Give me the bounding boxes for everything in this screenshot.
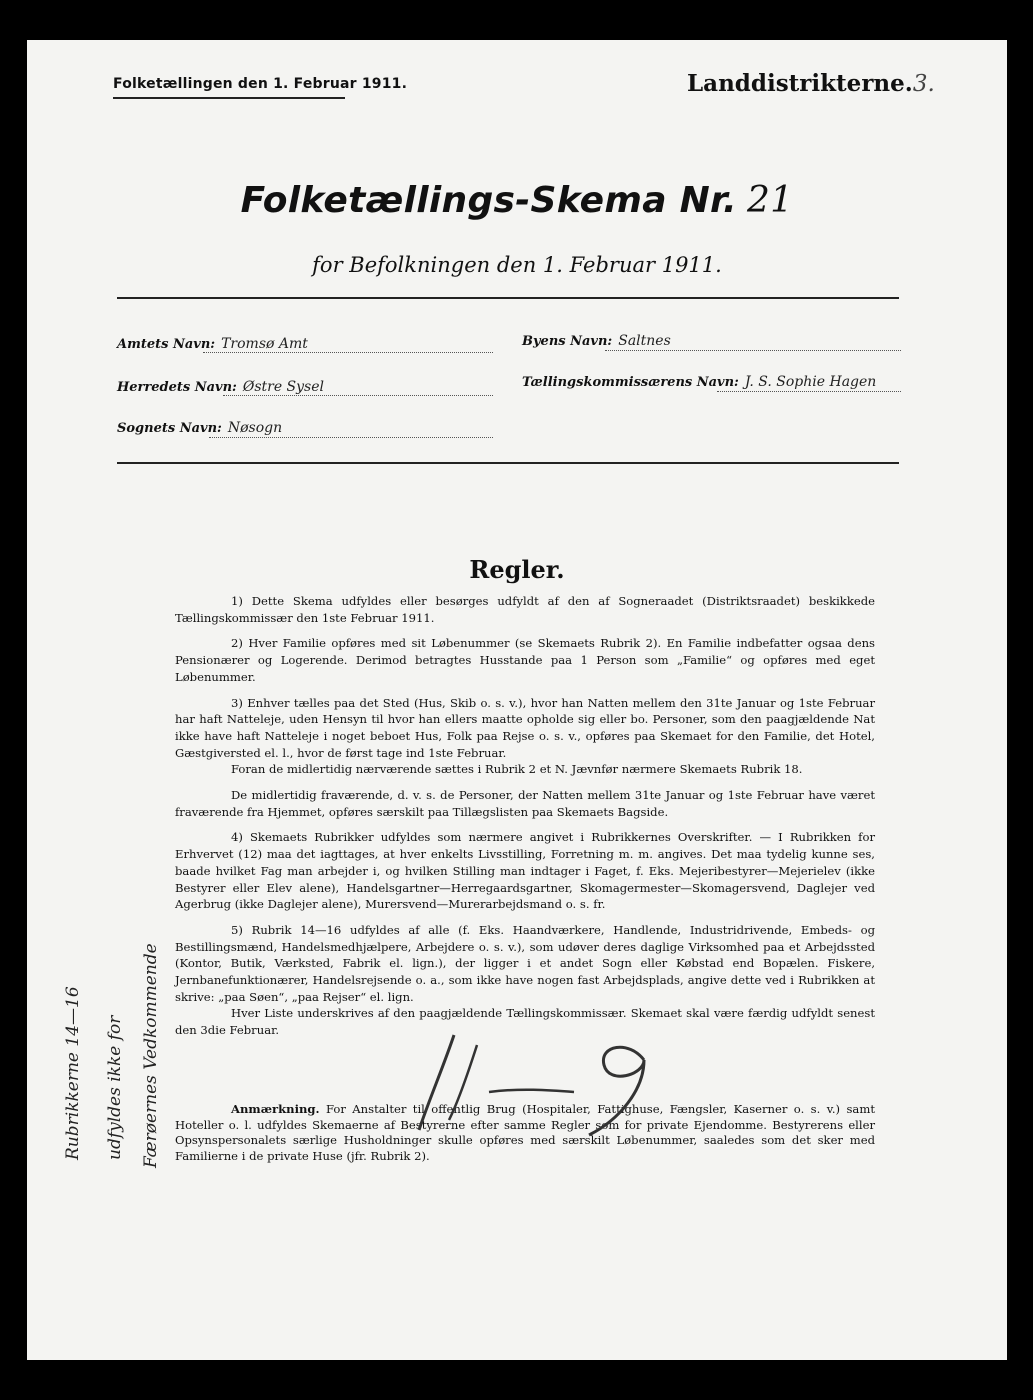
sogn-dotted-line	[209, 436, 493, 438]
herred-field	[117, 379, 324, 395]
amt-label: Amtets Navn:	[117, 337, 216, 352]
amt-field	[117, 336, 308, 352]
rule-3: 3) Enhver tælles paa det Sted (Hus, Skib o. s. v.), hvor han Natten mellem den 31te Januar og 1ste Februar har haft Natteleje, uden Hensyn til hvor han ellers maatte opholde sig eller bo. Personer, som den paagjældende Nat ikke have haft Natteleje i noget beboet Hus, Folk paa Rejse o. s. v., opføres paa Skemaet for den Familie, det Hotel, Gæstgiversted el. l., hvor de først tage ind 1ste Februar.	[175, 695, 875, 760]
header-right-title: Landdistrikterne.	[687, 70, 913, 97]
header-left-rule	[113, 97, 345, 99]
sogn-label: Sognets Navn:	[117, 421, 222, 436]
regler-body	[175, 593, 875, 1048]
byens-field	[522, 333, 671, 349]
herred-value: Østre Sysel	[242, 379, 325, 395]
rule-2: 2) Hver Familie opføres med sit Løbenummer (se Skemaets Rubrik 2). En Familie indbefatter ogsaa dens Pensionærer og Logerende. Derimod betragtes Husstande paa 1 Person som „Familie“ og opføres med eget Løbenummer.	[175, 636, 875, 684]
kommissaer-dotted-line	[717, 390, 901, 392]
kommissaer-label: Tællingskommissærens Navn:	[522, 375, 739, 390]
kommissaer-value: J. S. Sophie Hagen	[744, 374, 877, 390]
rule-3-note-absent: De midlertidig fraværende, d. v. s. de Personer, der Natten mellem 31te Januar og 1ste Februar have været fraværende fra Hjemmet, opføres særskilt paa Tillægslisten paa Skemaets Bagside.	[175, 788, 875, 819]
sogn-value: Nøsogn	[227, 420, 283, 436]
form-number: 21	[746, 180, 794, 221]
herred-dotted-line	[223, 394, 493, 396]
rule-5-signature-note: Hver Liste underskrives af den paagjældende Tællingskommissær. Skemaet skal være færdig udfyldt senest den 3die Februar.	[175, 1006, 875, 1038]
anmaerkning-label: Anmærkning.	[231, 1102, 320, 1116]
fields-rule	[117, 462, 899, 464]
form-subtitle: for Befolkningen den 1. Februar 1911.	[312, 253, 722, 277]
title-rule	[117, 297, 899, 299]
header-right	[687, 70, 935, 97]
census-form-page	[27, 40, 1007, 1360]
byens-dotted-line	[605, 349, 901, 351]
form-title	[27, 180, 1007, 221]
regler-heading: Regler.	[469, 555, 565, 584]
header-right-number: 3.	[912, 71, 935, 97]
byens-value: Saltnes	[618, 333, 671, 349]
amt-dotted-line	[203, 351, 493, 353]
sogn-field	[117, 420, 282, 436]
byens-label: Byens Navn:	[522, 334, 613, 349]
header-left-title: Folketællingen den 1. Februar 1911.	[113, 76, 408, 92]
margin-note-line-2: udfyldes ikke for	[105, 1015, 125, 1160]
margin-note-line-3: Færøernes Vedkommende	[141, 943, 161, 1168]
margin-note-line-1: Rubrikkerne 14—16	[63, 986, 83, 1160]
rule-5: 5) Rubrik 14—16 udfyldes af alle (f. Eks. Haandværkere, Handlende, Industridrivende, Embeds- og Bestillingsmænd, Handelsmedhjælpere, Arbejdere o. s. v.), som udøver deres daglige Virksomhed paa et Arbejdssted (Kontor, Butik, Værksted, Fabrik el. lign.), der ligger i et andet Sogn eller Købstad end Bopælen. Fiskere, Jernbanefunktionærer, Handelsrejsende o. a., som ikke have nogen fast Arbejdsplads, angive dette ved i Rubrikken at skrive: „paa Søen“, „paa Rejser“ el. lign.	[175, 922, 875, 1004]
form-title-text: Folketællings-Skema Nr.	[240, 180, 737, 221]
rule-1: 1) Dette Skema udfyldes eller besørges udfyldt af den af Sogneraadet (Distriktsraadet) beskikkede Tællingskommissær den 1ste Februar 1911.	[175, 594, 875, 625]
amt-value: Tromsø Amt	[221, 336, 308, 352]
rule-3-note-n: Foran de midlertidig nærværende sættes i Rubrik 2 et N. Jævnfør nærmere Skemaets Rubrik 18.	[231, 762, 803, 777]
kommissaer-field	[522, 374, 876, 390]
herred-label: Herredets Navn:	[117, 380, 237, 395]
pencil-scrawl-mark	[399, 1030, 659, 1140]
rule-4: 4) Skemaets Rubrikker udfyldes som nærmere angivet i Rubrikkernes Overskrifter. — I Rubrikken for Erhvervet (12) maa det iagttages, at hver enkelts Livsstilling, Forretning m. m. angives. Det maa tydelig kunne ses, baade hvilket Fag man arbejder i, og hvilken Stilling man indtager i Faget, f. Eks. Mejeribestyrer—Mejerielev (ikke Bestyrer eller Elev alene), Handelsgartner—Herregaardsgartner, Skomagermester—Skomagersvend, Daglejer ved Agerbrug (ikke Daglejer alene), Murersvend—Murerarbejdsmand o. s. fr.	[175, 830, 875, 912]
anmaerkning-text: For Anstalter til offentlig Brug (Hospitaler, Fattighuse, Fængsler, Kaserner o. s. v.) samt Hoteller o. l. udfyldes Skemaerne af Bestyrerne efter samme Regler som for private Ejendomme. Bestyrerens eller Opsynspersonalets særlige Husholdninger skulle opføres med særskilt Løbenummer, saaledes som det sker med Familierne i de private Huse (jfr. Rubrik 2).	[175, 1102, 875, 1163]
